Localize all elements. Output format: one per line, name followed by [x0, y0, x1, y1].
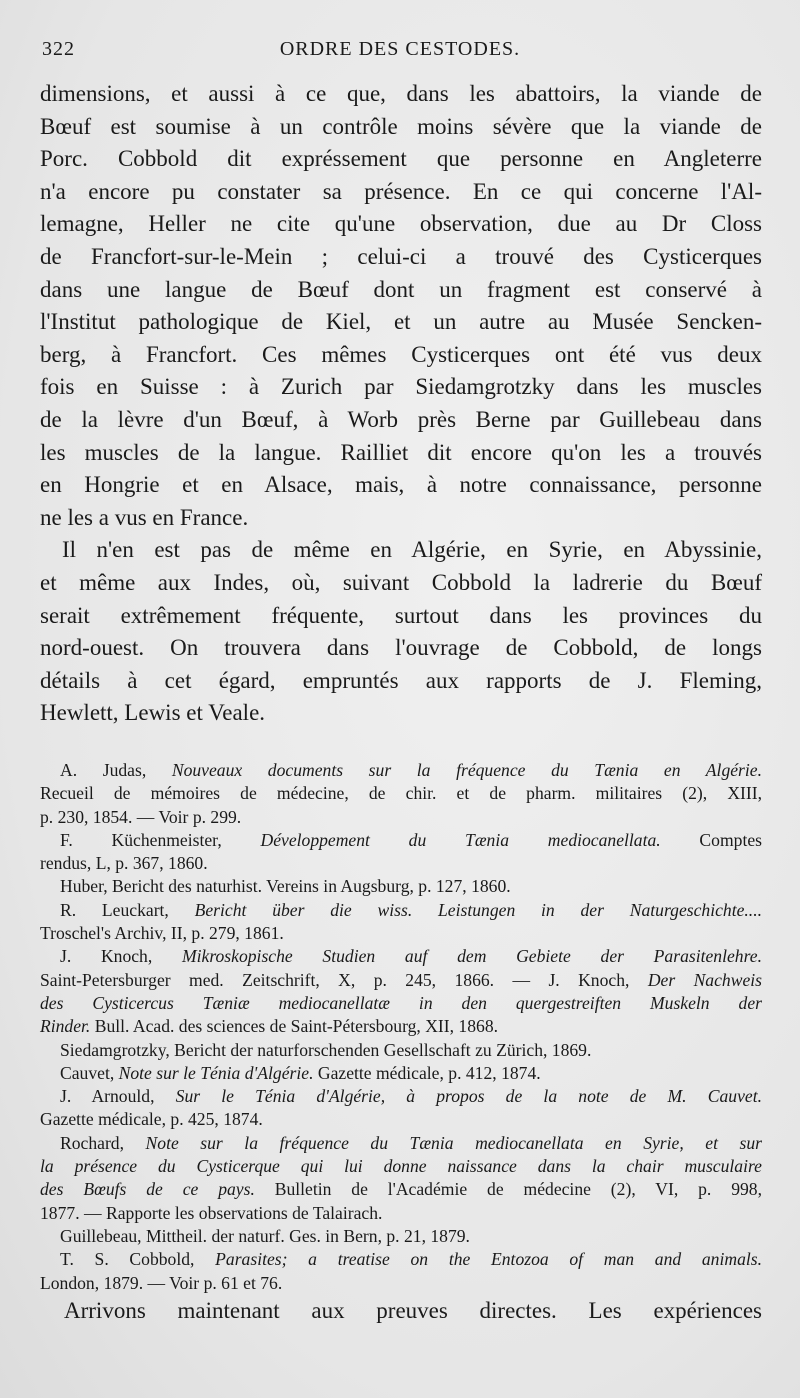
text-line: les muscles de la langue. Railliet dit encore qu'on les a trouvés	[40, 439, 762, 465]
reference-entry	[40, 1062, 762, 1085]
reference-line	[40, 806, 762, 829]
reference-text: Guillebeau, Mittheil. der naturf. Ges. in Bern, p. 21, 1879.	[60, 1225, 470, 1246]
text-line: lemagne, Heller ne cite qu'une observation, due au Dr Closs	[40, 211, 762, 237]
text-line: Bœuf est soumise à un contrôle moins sévère que la viande de	[40, 113, 762, 139]
reference-entry	[40, 899, 762, 946]
closing-line: Arrivons maintenant aux preuves directes. Les expériences	[64, 1298, 762, 1323]
reference-line	[40, 782, 762, 805]
reference-line	[40, 875, 762, 898]
reference-entry	[40, 829, 762, 876]
running-title: ORDRE DES CESTODES.	[279, 38, 521, 60]
text-line: ne les a vus en France.	[40, 504, 249, 530]
reference-text: Cauvet,	[60, 1062, 119, 1083]
reference-line	[40, 852, 762, 875]
reference-line	[40, 1015, 762, 1038]
reference-text: R. Leuckart,	[60, 899, 195, 920]
text-line: Il n'en est pas de même en Algérie, en Syrie, en Abyssinie,	[62, 537, 762, 563]
reference-text: Rochard,	[60, 1132, 146, 1153]
reference-entry	[40, 1039, 762, 1062]
reference-entry	[40, 1132, 762, 1225]
reference-title: la présence du Cysticerque qui lui donne naissance dans la chair musculaire	[40, 1156, 762, 1177]
reference-title: des Cysticercus Tæniæ mediocanellatæ in den quergestreiften Muskeln der	[40, 992, 762, 1013]
text-line: serait extrêmement fréquente, surtout dans les provinces du	[40, 602, 762, 628]
reference-entry	[40, 1225, 762, 1248]
text-line: n'a encore pu constater sa présence. En ce qui concerne l'Al-	[40, 178, 762, 204]
text-line: détails à cet égard, empruntés aux rapports de J. Fleming,	[40, 667, 762, 693]
reference-entry	[40, 759, 762, 829]
reference-text: J. Knoch,	[60, 946, 182, 967]
reference-line	[40, 899, 762, 922]
body-text	[40, 78, 762, 730]
page-number: 322	[42, 38, 75, 60]
reference-entry	[40, 1248, 762, 1295]
text-line: dimensions, et aussi à ce que, dans les abattoirs, la viande de	[40, 81, 762, 106]
references-list	[40, 759, 762, 1295]
reference-title: des Bœufs de ce pays.	[40, 1179, 255, 1200]
reference-text: Recueil de mémoires de médecine, de chir. et de pharm. militaires (2), XIII,	[40, 783, 762, 804]
reference-title: Mikroskopische Studien auf dem Gebiete der Parasitenlehre.	[181, 946, 762, 967]
reference-line	[40, 1108, 762, 1131]
text-line: en Hongrie et en Alsace, mais, à notre connaissance, personne	[40, 472, 762, 498]
reference-line	[40, 1272, 762, 1295]
reference-line	[40, 1225, 762, 1248]
reference-title: Sur le Ténia d'Algérie, à propos de la note de M. Cauvet.	[175, 1086, 762, 1107]
reference-line	[40, 1202, 762, 1225]
reference-line	[40, 1132, 762, 1155]
reference-title: Parasites; a treatise on the Entozoa of man and animals.	[215, 1249, 762, 1270]
reference-line	[40, 1062, 762, 1085]
reference-line	[40, 759, 762, 782]
reference-title: Développement du Tænia mediocanellata.	[260, 829, 661, 850]
reference-title: Nouveaux documents sur la fréquence du Tænia en Algérie.	[171, 760, 762, 780]
reference-text: F. Küchenmeister,	[60, 829, 261, 850]
reference-line	[40, 829, 762, 852]
reference-text: Siedamgrotzky, Bericht der naturforschenden Gesellschaft zu Zürich, 1869.	[60, 1039, 592, 1060]
reference-text: A. Judas,	[60, 760, 172, 780]
text-line: Porc. Cobbold dit expréssement que personne en Angleterre	[40, 146, 762, 172]
reference-line	[40, 992, 762, 1015]
paragraph-1	[40, 78, 762, 534]
text-line: l'Institut pathologique de Kiel, et un autre au Musée Sencken-	[40, 309, 762, 335]
text-line: nord-ouest. On trouvera dans l'ouvrage de Cobbold, de longs	[40, 635, 762, 661]
reference-title: Note sur le Ténia d'Algérie.	[118, 1062, 314, 1083]
reference-line	[40, 1155, 762, 1178]
reference-text: Bull. Acad. des sciences de Saint-Pétersbourg, XII, 1868.	[90, 1016, 499, 1037]
reference-line	[40, 1039, 762, 1062]
reference-line	[40, 1248, 762, 1271]
reference-title: Note sur la fréquence du Tænia mediocanellata en Syrie, et sur	[145, 1132, 762, 1153]
reference-line	[40, 969, 762, 992]
reference-text: T. S. Cobbold,	[60, 1249, 216, 1270]
reference-text: Comptes	[660, 829, 762, 850]
reference-entry	[40, 875, 762, 898]
reference-line	[40, 1178, 762, 1201]
reference-title: Der Nachweis	[647, 969, 762, 990]
reference-text: Troschel's Archiv, II, p. 279, 1861.	[40, 923, 284, 944]
reference-text: 1877. — Rapporte les observations de Talairach.	[40, 1202, 383, 1223]
reference-text: J. Arnould,	[60, 1086, 176, 1107]
text-line: et même aux Indes, où, suivant Cobbold la ladrerie du Bœuf	[40, 569, 762, 595]
text-line: de Francfort-sur-le-Mein ; celui-ci a trouvé des Cysticerques	[40, 243, 762, 269]
reference-text: Saint-Petersburger med. Zeitschrift, X, p. 245, 1866. — J. Knoch,	[40, 969, 648, 990]
reference-entry	[40, 1085, 762, 1132]
reference-line	[40, 1085, 762, 1108]
reference-text: Gazette médicale, p. 425, 1874.	[40, 1109, 263, 1130]
text-line: dans une langue de Bœuf dont un fragment est conservé à	[40, 276, 762, 302]
text-line: de la lèvre d'un Bœuf, à Worb près Berne par Guillebeau dans	[40, 406, 762, 432]
reference-line	[40, 922, 762, 945]
page-header	[42, 38, 758, 68]
reference-title: Bericht über die wiss. Leistungen in der Naturgeschichte....	[194, 899, 762, 920]
text-line: berg, à Francfort. Ces mêmes Cysticerques ont été vus deux	[40, 341, 762, 367]
text-line: Hewlett, Lewis et Veale.	[40, 700, 266, 726]
reference-text: Gazette médicale, p. 412, 1874.	[313, 1062, 541, 1083]
reference-line	[40, 945, 762, 968]
text-line: fois en Suisse : à Zurich par Siedamgrotzky dans les muscles	[40, 374, 762, 400]
reference-text: rendus, L, p. 367, 1860.	[40, 853, 208, 874]
reference-text: Huber, Bericht des naturhist. Vereins in Augsburg, p. 127, 1860.	[60, 876, 511, 897]
reference-text: London, 1879. — Voir p. 61 et 76.	[40, 1272, 283, 1293]
reference-text: Bulletin de l'Académie de médecine (2), VI, p. 998,	[254, 1179, 762, 1200]
reference-text: p. 230, 1854. — Voir p. 299.	[40, 806, 242, 827]
paragraph-2	[40, 534, 762, 730]
reference-title: Rinder.	[40, 1016, 91, 1037]
reference-entry	[40, 945, 762, 1038]
